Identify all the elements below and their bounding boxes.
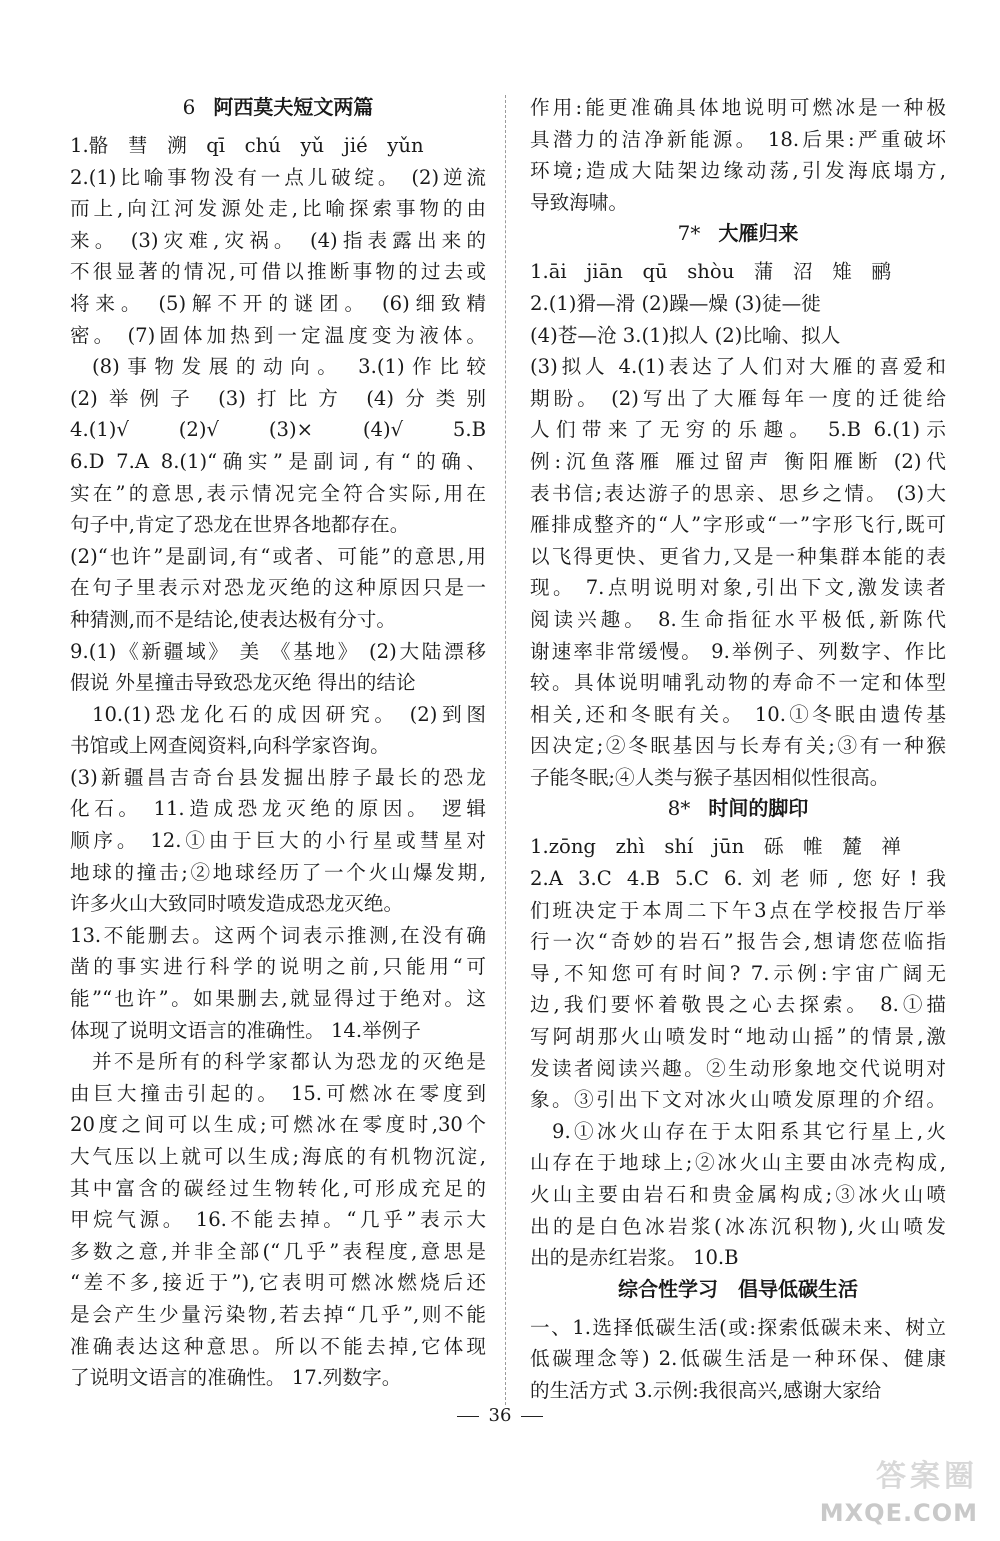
text-line: 行一次“奇妙的岩石”报告会,想请您莅临指	[530, 930, 946, 954]
left-column	[70, 92, 486, 1394]
text-line: 不很显著的情况,可借以推断事物的过去或	[70, 260, 486, 284]
text-line: 2.A 3.C 4.B 5.C 6.刘老师,您好!我	[530, 867, 946, 891]
text-line: (2)举例子 (3)打比方 (4)分类别	[70, 386, 486, 410]
text-line: 10.(1)恐龙化石的成因研究。 (2)到图	[92, 702, 486, 726]
text-line: 期盼。 (2)写出了大雁每年一度的迁徙给	[530, 386, 946, 410]
text-line: 实在”的意思,表示情况完全符合实际,用在	[70, 481, 486, 505]
page-number	[0, 1404, 1000, 1428]
text-line: 化石。 11.造成恐龙灭绝的原因。 逻辑	[70, 797, 486, 821]
text-line: 具潜力的洁净新能源。 18.后果:严重破坏	[530, 127, 946, 151]
text-line: 体现了说明文语言的准确性。 14.举例子	[70, 1018, 421, 1042]
text-line: 导致海啸。	[530, 190, 628, 214]
text-line: 书馆或上网查阅资料,向科学家咨询。	[70, 734, 390, 758]
text-line: 2.(1)比喻事物没有一点儿破绽。 (2)逆流	[70, 165, 486, 189]
text-line: 甲烷气源。 16.不能去掉。“几乎”表示大	[70, 1208, 486, 1232]
text-line: 种猜测,而不是结论,使表达极有分寸。	[70, 607, 396, 631]
text-line: 并不是所有的科学家都认为恐龙的灭绝是	[92, 1050, 486, 1074]
text-line: 导,不知您可有时间? 7.示例:宇宙广阔无	[530, 961, 946, 985]
text-line: 20度之间可以生成;可燃冰在零度时,30个	[70, 1113, 486, 1137]
right-column	[530, 92, 946, 1407]
text-line: (3)拟人 4.(1)表达了人们对大雁的喜爱和	[530, 355, 946, 379]
text-line: 顺序。 12.①由于巨大的小行星或彗星对	[70, 829, 486, 853]
text-line: (8)事物发展的动向。 3.(1)作比较	[92, 355, 486, 379]
text-line: 例:沉鱼落雁 雁过留声 衡阳雁断 (2)代	[530, 449, 946, 473]
text-line: 相关,还和冬眠有关。 10.①冬眠由遗传基	[530, 702, 946, 726]
text-line: 在句子里表示对恐龙灭绝的这种原因只是一	[70, 576, 486, 600]
text-line: 来。 (3)灾难,灾祸。 (4)指表露出来的	[70, 228, 486, 252]
text-line: 句子中,肯定了恐龙在世界各地都存在。	[70, 513, 410, 537]
text-line: 1.āi jiān qū shòu 蒲 沼 雉 鹂	[530, 260, 892, 284]
text-line: (4)苍—沧 3.(1)拟人 (2)比喻、拟人	[530, 323, 841, 347]
text-line: 4.(1)√ (2)√ (3)× (4)√ 5.B	[70, 418, 486, 442]
section-title: 阿西莫夫短文两篇	[213, 95, 374, 119]
section-heading	[70, 94, 486, 120]
text-line: 因决定;②冬眠基因与长寿有关;③有一种猴	[530, 734, 946, 758]
text-line: (2)“也许”是副词,有“或者、可能”的意思,用	[70, 544, 486, 568]
text-line: 表书信;表达游子的思亲、思乡之情。 (3)大	[530, 481, 946, 505]
text-line: 山存在于地球上;②冰火山主要由冰壳构成,	[530, 1151, 946, 1175]
text-line: 雁排成整齐的“人”字形或“一”字形飞行,既可	[530, 513, 946, 537]
text-line: 现。 7.点明说明对象,引出下文,激发读者	[530, 576, 946, 600]
text-line: “差不多,接近于”),它表明可燃冰燃烧后还	[70, 1271, 486, 1295]
section-title: 大雁归来	[718, 221, 799, 246]
text-line: 是会产生少量污染物,若去掉“几乎”,则不能	[70, 1302, 486, 1326]
text-line: 了说明文语言的准确性。 17.列数字。	[70, 1366, 402, 1390]
page-number-dash-left	[457, 1416, 479, 1417]
text-line: 子能冬眠;④人类与猴子基因相似性很高。	[530, 765, 890, 789]
text-line: 许多火山大致同时喷发造成恐龙灭绝。	[70, 892, 404, 916]
text-line: 其中富含的碳经过生物转化,可形成充足的	[70, 1176, 486, 1200]
section-title: 时间的脚印	[708, 796, 809, 821]
column-divider	[505, 95, 506, 1405]
text-line: 们班决定于本周二下午3点在学校报告厅举	[530, 898, 946, 922]
text-line: 阅读兴趣。 8.生命指征水平极低,新陈代	[530, 607, 946, 631]
text-line: 由巨大撞击引起的。 15.可燃冰在零度到	[70, 1081, 486, 1105]
text-line: 以飞得更快、更省力,又是一种集群本能的表	[530, 544, 946, 568]
text-line: 人们带来了无穷的乐趣。 5.B 6.(1)示	[530, 418, 946, 442]
text-line: (3)新疆昌吉奇台县发掘出脖子最长的恐龙	[70, 765, 486, 789]
text-line: 边,我们要怀着敬畏之心去探索。 8.①描	[530, 993, 946, 1017]
text-line: 准确表达这种意思。所以不能去掉,它体现	[70, 1334, 486, 1358]
text-line: 发读者阅读兴趣。②生动形象地交代说明对	[530, 1056, 946, 1080]
text-line: 13.不能删去。这两个词表示推测,在没有确	[70, 923, 486, 947]
text-line: 地球的撞击;②地球经历了一个火山爆发期,	[70, 860, 486, 884]
watermark-logo	[808, 1451, 978, 1531]
watermark-domain: MXQE.COM	[819, 1499, 978, 1527]
text-line: 谢速率非常缓慢。 9.举例子、列数字、作比	[530, 639, 946, 663]
text-line: 低碳理念等) 2.低碳生活是一种环保、健康	[530, 1347, 946, 1371]
text-line: 能”“也许”。如果删去,就显得过于绝对。这	[70, 987, 486, 1011]
text-line: 9.(1)《新疆域》 美 《基地》 (2)大陆漂移	[70, 639, 486, 663]
section-heading	[530, 1276, 946, 1302]
page-number-text: 36	[488, 1405, 512, 1426]
section-number: 7*	[677, 221, 701, 246]
text-line: 一、1.选择低碳生活(或:探索低碳未来、树立	[530, 1315, 946, 1339]
section-heading	[530, 220, 946, 246]
text-line: 火山主要由岩石和贵金属构成;③冰火山喷	[530, 1183, 946, 1206]
section-number: 6	[182, 95, 196, 119]
section-title: 综合性学习 倡导低碳生活	[618, 1276, 858, 1301]
watermark-text: 答案圈	[876, 1459, 978, 1494]
section-number: 8*	[667, 796, 691, 821]
text-line: 凿的事实进行科学的说明之前,只能用“可	[70, 955, 486, 979]
text-line: 写阿胡那火山喷发时“地动山摇”的情景,激	[530, 1025, 946, 1049]
text-line: 1.zōng zhì shí jūn 砾 帷 麓 禅	[530, 835, 901, 859]
text-line: 作用:能更准确具体地说明可燃冰是一种极	[530, 96, 946, 119]
text-line: 多数之意,并非全部(“几乎”表程度,意思是	[70, 1239, 486, 1263]
section-heading	[530, 795, 946, 821]
text-line: 9.①冰火山存在于太阳系其它行星上,火	[552, 1119, 946, 1143]
text-line: 环境;造成大陆架边缘动荡,引发海底塌方,	[530, 159, 946, 183]
text-line: 的生活方式 3.示例:我很高兴,感谢大家给	[530, 1378, 882, 1402]
text-line: 较。具体说明哺乳动物的寿命不一定和体型	[530, 671, 946, 695]
text-line: 假说 外星撞击导致恐龙灭绝 得出的结论	[70, 671, 416, 695]
text-line: 1.骼 彗 溯 qī chú yǔ jié yǔn	[70, 134, 424, 157]
text-line: 6.D 7.A 8.(1)“确实”是副词,有“的确、	[70, 449, 486, 473]
text-line: 密。 (7)固体加热到一定温度变为液体。	[70, 323, 486, 347]
text-line: 大气压以上就可以生成;海底的有机物沉淀,	[70, 1145, 486, 1168]
page-number-dash-right	[521, 1416, 543, 1417]
text-line: 出的是白色冰岩浆(冰冻沉积物),火山喷发	[530, 1214, 946, 1238]
text-line: 出的是赤红岩浆。 10.B	[530, 1246, 739, 1270]
text-line: 象。③引出下文对冰火山喷发原理的介绍。	[530, 1088, 946, 1112]
text-line: 2.(1)猾—滑 (2)躁—燥 (3)徒—徙	[530, 291, 821, 315]
text-line: 将来。 (5)解不开的谜团。 (6)细致精	[70, 291, 486, 315]
text-line: 而上,向江河发源处走,比喻探索事物的由	[70, 197, 486, 221]
